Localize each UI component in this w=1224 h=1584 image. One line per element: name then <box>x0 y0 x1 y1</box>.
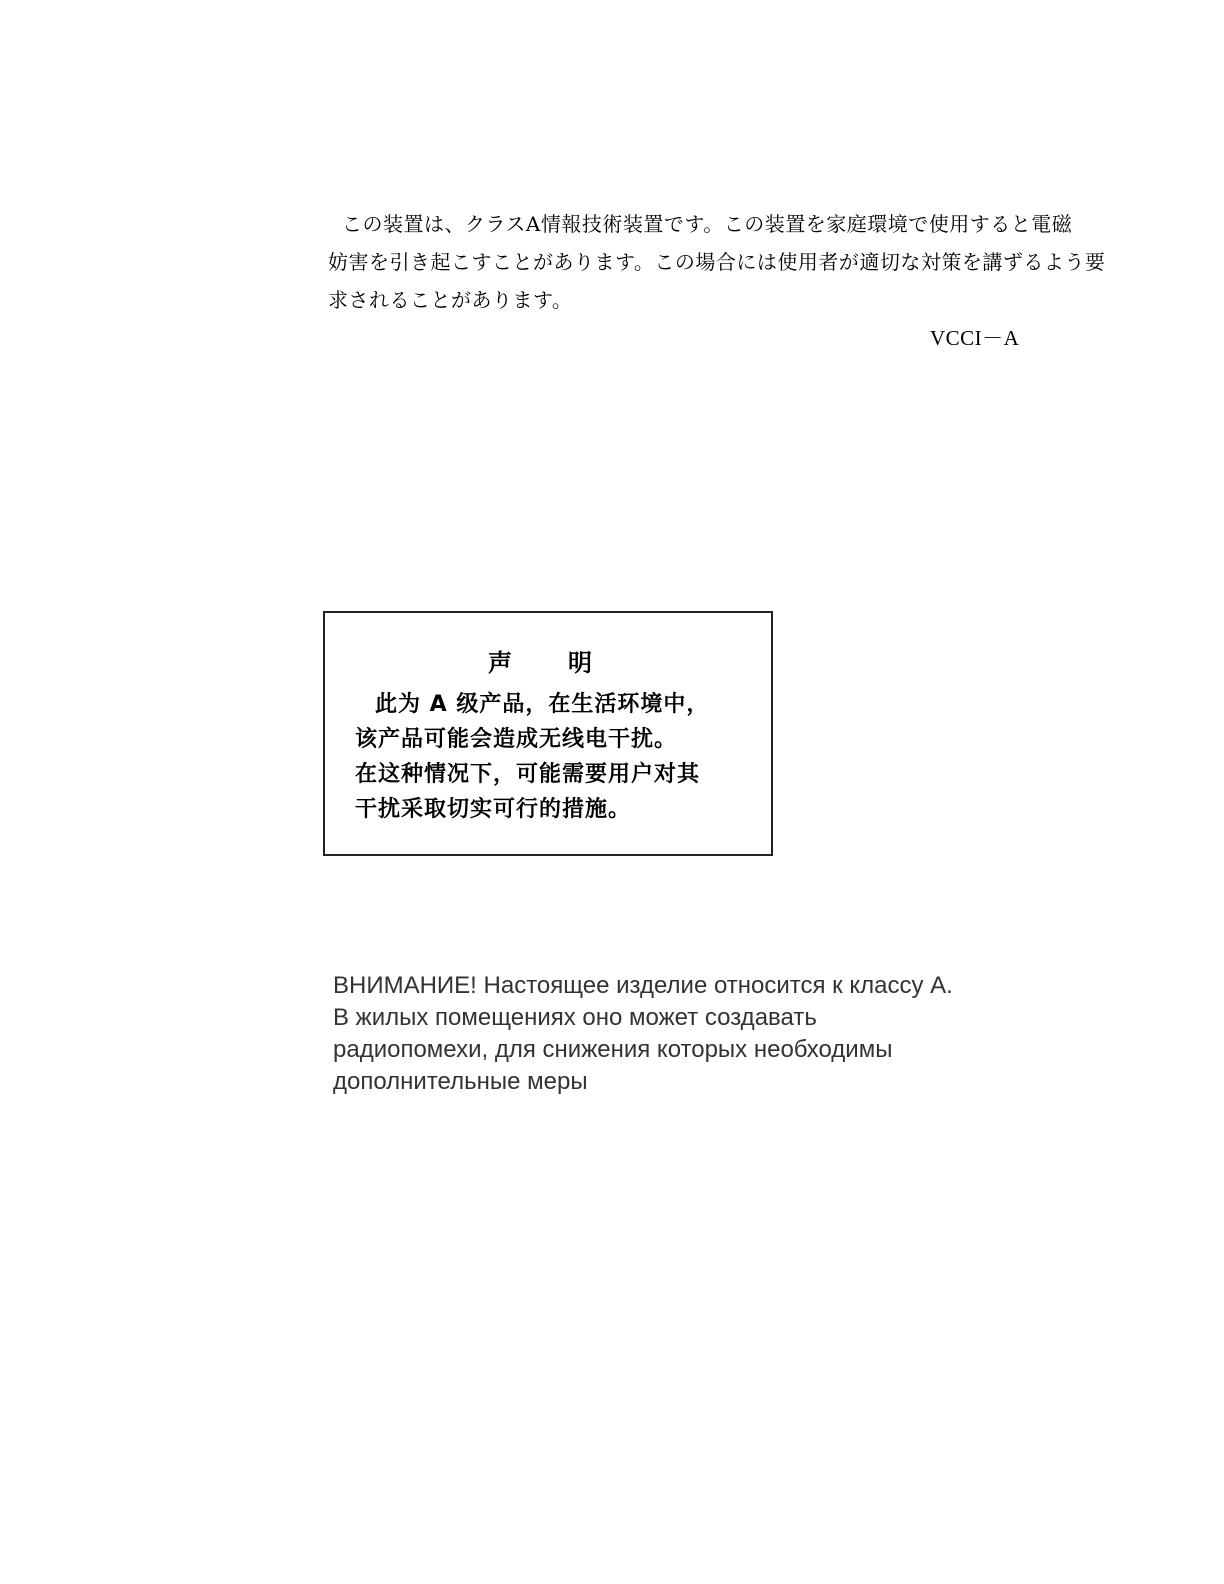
russian-class-a-notice <box>333 970 953 1098</box>
vcci-mark: VCCI－A <box>930 326 1020 350</box>
japanese-notice-line: 妨害を引き起こすことがあります。この場合には使用者が適切な対策を講ずるよう要 <box>328 250 1106 274</box>
chinese-notice-title: 声明 <box>488 649 648 677</box>
chinese-notice-line: 此为 A 级产品，在生活环境中， <box>375 692 710 717</box>
russian-notice-line: В жилых помещениях оно может создавать <box>333 1004 817 1031</box>
japanese-notice-line: 求されることがあります。 <box>328 288 573 312</box>
chinese-class-a-notice-box <box>323 611 773 856</box>
chinese-notice-line: 在这种情况下，可能需要用户对其 <box>355 762 701 787</box>
japanese-notice-line: この装置は、クラスA情報技術装置です。この装置を家庭環境で使用すると電磁 <box>342 212 1073 236</box>
russian-notice-line: дополнительные меры <box>333 1068 588 1095</box>
russian-notice-line: ВНИМАНИЕ! Настоящее изделие относится к классу А. <box>333 972 953 999</box>
russian-notice-line: радиопомехи, для снижения которых необходимы <box>333 1036 893 1063</box>
japanese-vcci-notice <box>328 205 1106 319</box>
chinese-notice-line: 干扰采取切实可行的措施。 <box>355 797 632 822</box>
chinese-notice-body <box>355 687 709 827</box>
chinese-notice-line: 该产品可能会造成无线电干扰。 <box>355 727 678 752</box>
